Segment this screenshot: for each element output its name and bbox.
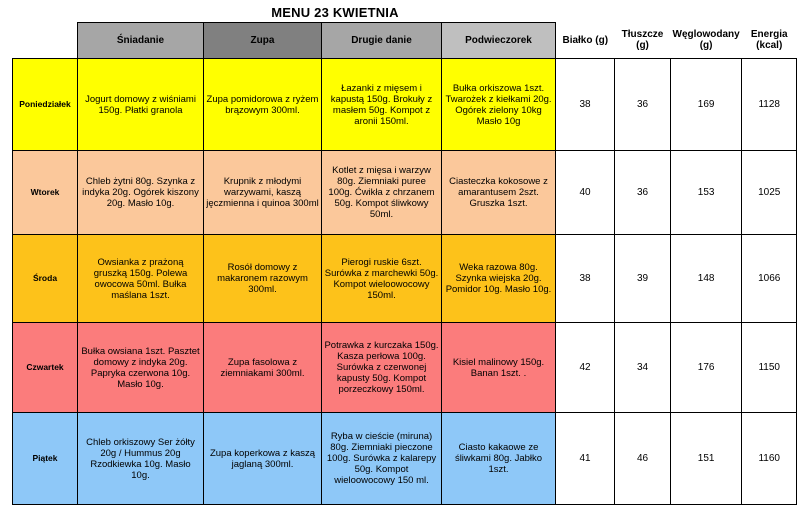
soup-cell: Krupnik z młodymi warzywami, kaszą jęczmienna i quinoa 300ml [204,151,322,235]
breakfast-cell: Bułka owsiana 1szt. Pasztet domowy z indyka 20g. Papryka czerwona 10g. Masło 10g. [78,323,204,413]
header-protein: Białko (g) [556,23,615,59]
table-row [13,235,797,323]
breakfast-cell: Jogurt domowy z wiśniami 150g. Płatki granola [78,59,204,151]
menu-table [12,22,797,505]
day-cell: Czwartek [13,323,78,413]
energy-cell: 1160 [742,413,797,505]
main-cell: Łazanki z mięsem i kapustą 150g. Brokuły z masłem 50g. Kompot z aronii 150ml. [322,59,442,151]
protein-cell: 42 [556,323,615,413]
carbs-cell: 153 [671,151,742,235]
energy-cell: 1025 [742,151,797,235]
snack-cell: Ciasteczka kokosowe z amarantusem 2szt. Gruszka 1szt. [442,151,556,235]
breakfast-cell: Owsianka z prażoną gruszką 150g. Polewa owocowa 50ml. Bułka maślana 1szt. [78,235,204,323]
energy-cell: 1128 [742,59,797,151]
table-row [13,413,797,505]
carbs-cell: 169 [671,59,742,151]
header-soup: Zupa [204,23,322,59]
fat-cell: 39 [615,235,671,323]
breakfast-cell: Chleb orkiszowy Ser żółty 20g / Hummus 20g Rzodkiewka 10g. Masło 10g. [78,413,204,505]
main-cell: Kotlet z mięsa i warzyw 80g. Ziemniaki puree 100g. Ćwikła z chrzanem 50g. Kompot śliwkowy 50ml. [322,151,442,235]
snack-cell: Ciasto kakaowe ze śliwkami 80g. Jabłko 1szt. [442,413,556,505]
soup-cell: Zupa fasolowa z ziemniakami 300ml. [204,323,322,413]
fat-cell: 34 [615,323,671,413]
protein-cell: 41 [556,413,615,505]
corner-cell [13,23,78,59]
header-carbs: Węglowodany (g) [671,23,742,59]
header-main: Drugie danie [322,23,442,59]
day-cell: Środa [13,235,78,323]
table-row [13,151,797,235]
snack-cell: Weka razowa 80g. Szynka wiejska 20g. Pomidor 10g. Masło 10g. [442,235,556,323]
fat-cell: 36 [615,59,671,151]
fat-cell: 36 [615,151,671,235]
soup-cell: Zupa koperkowa z kaszą jaglaną 300ml. [204,413,322,505]
header-energy: Energia (kcal) [742,23,797,59]
snack-cell: Kisiel malinowy 150g. Banan 1szt. . [442,323,556,413]
main-cell: Potrawka z kurczaka 150g. Kasza perłowa 100g. Surówka z czerwonej kapusty 50g. Kompot porzeczkowy 150ml. [322,323,442,413]
main-cell: Pierogi ruskie 6szt. Surówka z marchewki 50g. Kompot wieloowocowy 150ml. [322,235,442,323]
day-cell: Wtorek [13,151,78,235]
day-cell: Piątek [13,413,78,505]
header-fat: Tłuszcze (g) [615,23,671,59]
soup-cell: Rosół domowy z makaronem razowym 300ml. [204,235,322,323]
carbs-cell: 151 [671,413,742,505]
protein-cell: 38 [556,235,615,323]
fat-cell: 46 [615,413,671,505]
protein-cell: 40 [556,151,615,235]
carbs-cell: 148 [671,235,742,323]
energy-cell: 1066 [742,235,797,323]
table-row [13,323,797,413]
soup-cell: Zupa pomidorowa z ryżem brązowym 300ml. [204,59,322,151]
header-breakfast: Śniadanie [78,23,204,59]
header-snack: Podwieczorek [442,23,556,59]
protein-cell: 38 [556,59,615,151]
breakfast-cell: Chleb żytni 80g. Szynka z indyka 20g. Ogórek kiszony 20g. Masło 10g. [78,151,204,235]
day-cell: Poniedziałek [13,59,78,151]
table-row [13,59,797,151]
main-cell: Ryba w cieście (miruna) 80g. Ziemniaki pieczone 100g. Surówka z kalarepy 50g. Kompot wieloowocowy 150 ml. [322,413,442,505]
carbs-cell: 176 [671,323,742,413]
snack-cell: Bułka orkiszowa 1szt. Twarożek z kiełkami 20g. Ogórek zielony 10kg Masło 10g [442,59,556,151]
energy-cell: 1150 [742,323,797,413]
menu-title: MENU 23 KWIETNIA [271,5,399,20]
